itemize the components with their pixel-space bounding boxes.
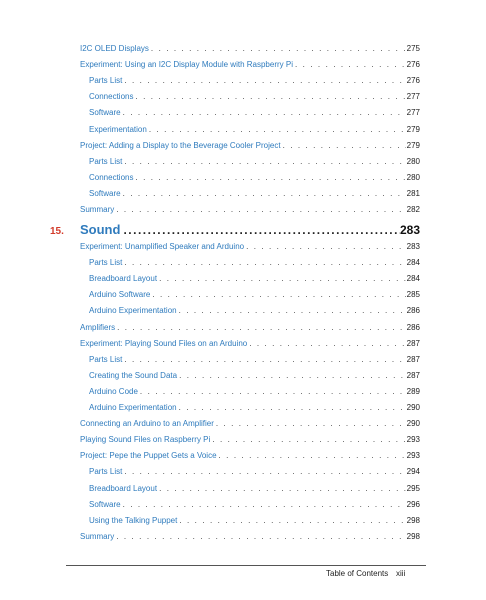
toc-entry-page-number: 294 — [406, 467, 420, 477]
toc-entry-label[interactable]: Parts List — [89, 354, 123, 364]
toc-entry-page-number: 279 — [406, 140, 420, 150]
toc-entry[interactable] — [89, 498, 420, 512]
dot-leader — [115, 321, 406, 335]
toc-entry[interactable] — [80, 433, 420, 447]
toc-entry-page-number: 283 — [406, 242, 420, 251]
chapter-heading[interactable] — [50, 222, 420, 242]
dot-leader — [121, 498, 406, 512]
toc-entry[interactable] — [80, 337, 420, 351]
toc-entry-label[interactable]: Experiment: Using an I2C Display Module with Raspberry Pi — [80, 60, 293, 70]
toc-entry-page-number: 290 — [406, 403, 420, 412]
toc-entry-page-number: 284 — [406, 274, 420, 284]
dot-leader — [177, 369, 406, 383]
dot-leader — [122, 256, 406, 270]
toc-entry-page-number: 287 — [406, 338, 420, 348]
toc-entry-label[interactable]: Arduino Code — [89, 386, 138, 396]
dot-leader — [120, 223, 400, 237]
toc-entry-page-number: 284 — [406, 258, 420, 268]
toc-entry[interactable] — [89, 155, 420, 169]
toc-entry-label[interactable]: Connections — [89, 172, 134, 182]
dot-leader — [121, 187, 406, 201]
chapter-number: 15. — [50, 226, 64, 237]
dot-leader — [133, 90, 406, 104]
toc-entry-label[interactable]: Connecting an Arduino to an Amplifier — [80, 419, 214, 429]
toc-entry-label[interactable]: Project: Adding a Display to the Beverage Cooler Project — [80, 140, 281, 150]
toc-entry-label[interactable]: Parts List — [89, 467, 123, 477]
toc-entry-label[interactable]: Creating the Sound Data — [89, 370, 178, 380]
toc-entry-page-number: 279 — [406, 124, 420, 134]
dot-leader — [122, 74, 406, 88]
toc-entry[interactable] — [89, 482, 420, 496]
dot-leader — [247, 337, 406, 351]
toc-entry[interactable] — [80, 321, 420, 335]
chapter-title[interactable]: Sound — [80, 222, 121, 237]
toc-entry-label[interactable]: Using the Talking Puppet — [89, 515, 178, 525]
toc-entry[interactable] — [89, 272, 420, 286]
toc-entry[interactable] — [80, 58, 420, 72]
dot-leader — [121, 106, 406, 120]
toc-entry[interactable] — [80, 449, 420, 463]
toc-entry-page-number: 298 — [406, 515, 420, 525]
dot-leader — [133, 171, 406, 185]
toc-entry[interactable] — [89, 465, 420, 479]
dot-leader — [244, 240, 406, 254]
toc-entry-page-number: 277 — [406, 108, 420, 118]
toc-entry-label[interactable]: Experiment: Unamplified Speaker and Arduino — [80, 242, 245, 251]
footer-page-number: xiii — [396, 569, 406, 578]
toc-entry-page-number: 289 — [406, 386, 420, 396]
dot-leader — [114, 530, 406, 544]
toc-entry[interactable] — [89, 304, 420, 318]
toc-entry-page-number: 286 — [406, 322, 420, 332]
toc-entry-label[interactable]: Amplifiers — [80, 322, 116, 332]
toc-entry[interactable] — [89, 401, 420, 415]
toc-entry-page-number: 280 — [406, 156, 420, 166]
toc-entry[interactable] — [80, 417, 420, 431]
footer-title: Table of Contents — [326, 569, 389, 578]
toc-entry-label[interactable]: Playing Sound Files on Raspberry Pi — [80, 435, 211, 445]
toc-entry-label[interactable]: Parts List — [89, 76, 123, 86]
toc-entry-label[interactable]: Summary — [80, 531, 115, 541]
toc-entry-label[interactable]: Connections — [89, 92, 134, 102]
dot-leader — [114, 203, 406, 217]
toc-entry[interactable] — [89, 353, 420, 367]
dot-leader — [138, 385, 406, 399]
toc-entry-page-number: 296 — [406, 499, 420, 509]
toc-entry-page-number: 293 — [406, 435, 420, 445]
toc-entry-page-number: 287 — [406, 354, 420, 364]
toc-entry-label[interactable]: Experiment: Playing Sound Files on an Arduino — [80, 338, 248, 348]
dot-leader — [293, 58, 406, 72]
dot-leader — [157, 482, 406, 496]
toc-entry[interactable] — [89, 369, 420, 383]
toc-entry[interactable] — [80, 203, 420, 217]
dot-leader — [214, 417, 406, 431]
dot-leader — [281, 139, 406, 153]
toc-entry-page-number: 276 — [406, 76, 420, 86]
toc-entry-label[interactable]: Summary — [80, 205, 115, 214]
toc-entry-page-number: 275 — [406, 44, 420, 53]
toc-entry-page-number: 286 — [406, 306, 420, 316]
toc-entry-label[interactable]: Software — [89, 108, 121, 118]
toc-entry-label[interactable]: Arduino Experimentation — [89, 403, 177, 412]
footer-divider — [66, 565, 426, 566]
toc-entry[interactable] — [89, 256, 420, 270]
dot-leader — [157, 272, 406, 286]
toc-entry[interactable] — [89, 171, 420, 185]
toc-entry[interactable] — [89, 288, 420, 302]
chapter-page-number: 283 — [399, 223, 420, 237]
toc-entry-page-number: 281 — [406, 188, 420, 198]
toc-entry[interactable] — [80, 240, 420, 254]
toc-entry[interactable] — [89, 106, 420, 120]
toc-entry-page-number: 298 — [406, 531, 420, 541]
toc-entry-label[interactable]: Breadboard Layout — [89, 483, 158, 493]
dot-leader — [122, 353, 406, 367]
toc-entry-label[interactable]: Project: Pepe the Puppet Gets a Voice — [80, 451, 217, 461]
toc-entry[interactable] — [89, 123, 420, 137]
toc-entry-label[interactable]: Arduino Experimentation — [89, 306, 177, 316]
toc-entry-page-number: 285 — [406, 290, 420, 300]
toc-entry-label[interactable]: I2C OLED Displays — [80, 44, 149, 53]
toc-entry-page-number: 290 — [406, 419, 420, 429]
toc-entry-label[interactable]: Software — [89, 499, 121, 509]
dot-leader — [122, 465, 406, 479]
toc-entry[interactable] — [80, 530, 420, 544]
dot-leader — [177, 514, 406, 528]
toc-entry-label[interactable]: Software — [89, 188, 121, 198]
toc-entry-label[interactable]: Breadboard Layout — [89, 274, 158, 284]
toc-entry-label[interactable]: Experimentation — [89, 124, 147, 134]
toc-entry[interactable] — [89, 90, 420, 104]
toc-entry-label[interactable]: Arduino Software — [89, 290, 151, 300]
toc-entry-page-number: 282 — [406, 205, 420, 214]
toc-entry[interactable] — [80, 139, 420, 153]
dot-leader — [210, 433, 406, 447]
toc-entry[interactable] — [89, 74, 420, 88]
toc-entry-label[interactable]: Parts List — [89, 258, 123, 268]
toc-entry-page-number: 287 — [406, 370, 420, 380]
dot-leader — [177, 401, 406, 415]
dot-leader — [147, 123, 406, 137]
toc-entry-page-number: 276 — [406, 60, 420, 70]
dot-leader — [177, 304, 406, 318]
toc-entry-page-number: 277 — [406, 92, 420, 102]
toc-entry[interactable] — [89, 385, 420, 399]
toc-entry[interactable] — [80, 42, 420, 56]
toc-entry[interactable] — [89, 514, 420, 528]
toc-entry-page-number: 280 — [406, 172, 420, 182]
dot-leader — [150, 288, 406, 302]
toc-entry-page-number: 295 — [406, 483, 420, 493]
dot-leader — [217, 449, 406, 463]
toc-entry-page-number: 293 — [406, 451, 420, 461]
toc-entry-label[interactable]: Parts List — [89, 156, 123, 166]
toc-entry[interactable] — [89, 187, 420, 201]
dot-leader — [122, 155, 406, 169]
dot-leader — [149, 42, 406, 56]
